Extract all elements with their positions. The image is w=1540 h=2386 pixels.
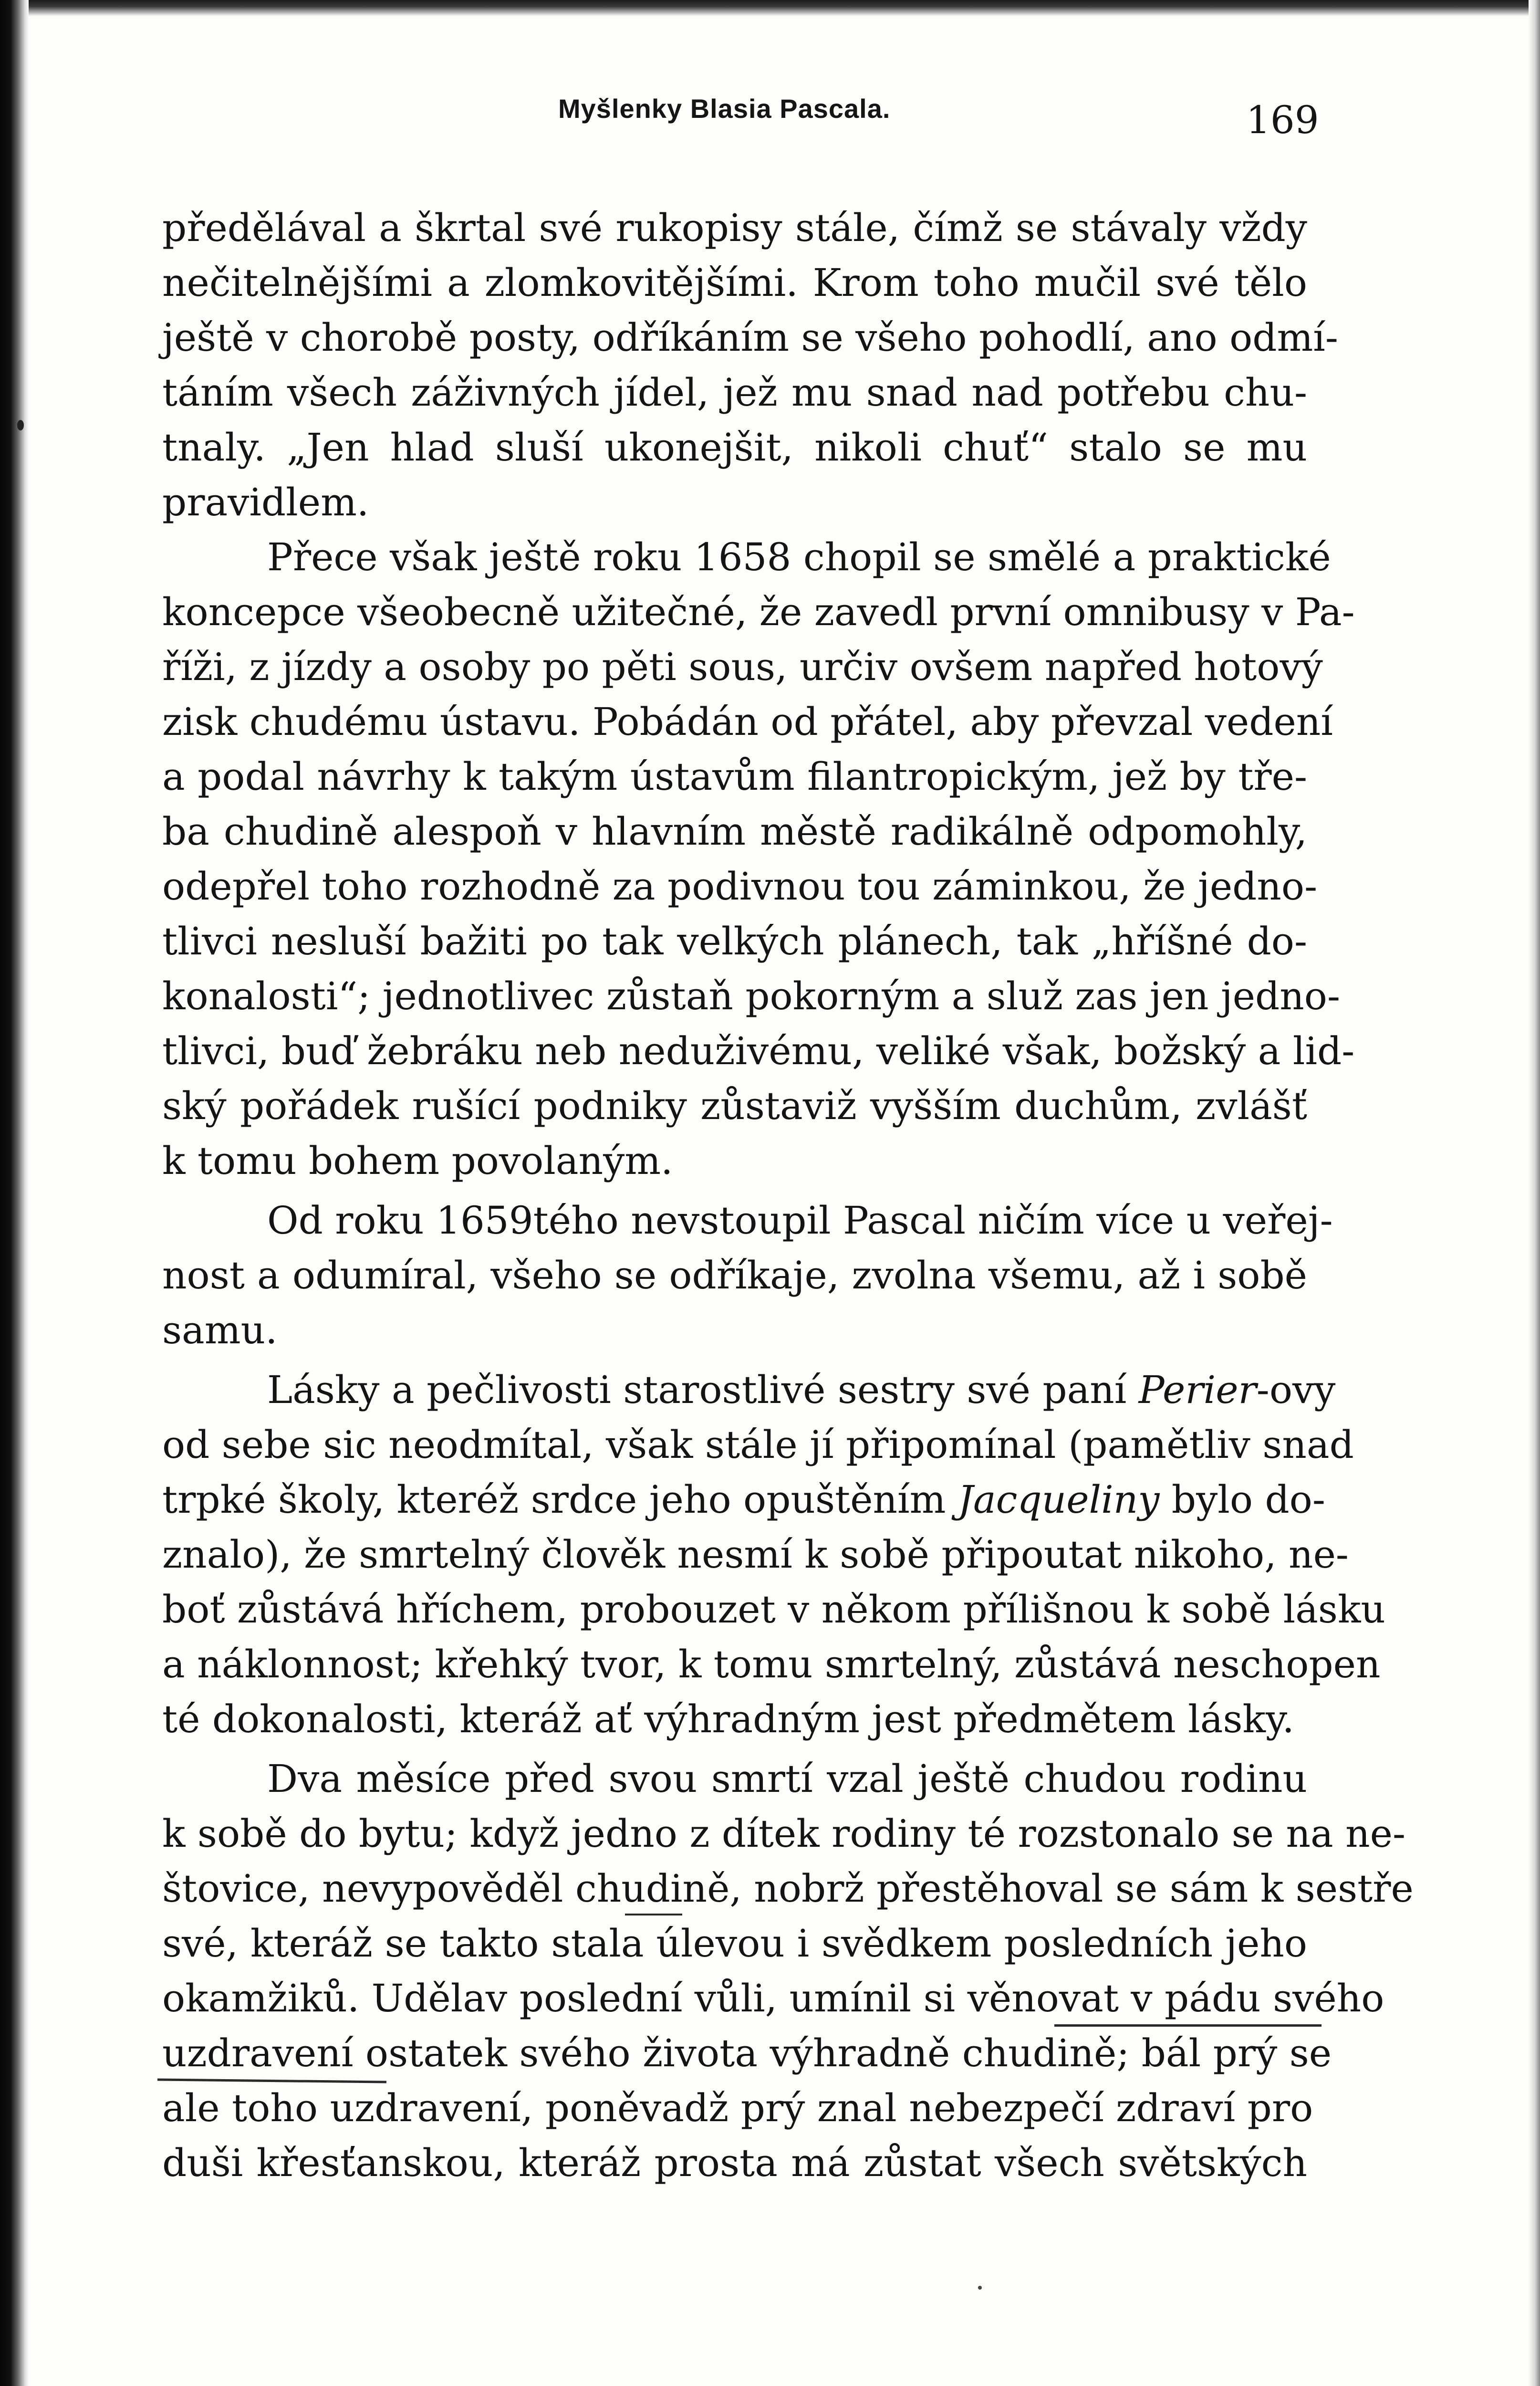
page-number: 169	[1246, 98, 1319, 142]
text-line: předělával a škrtal své rukopisy stále, čímž se stávaly vždy	[162, 206, 1307, 250]
text-run: bylo do-	[1159, 1477, 1325, 1522]
text-line: říži, z jízdy a osoby po pěti sous, určiv ovšem napřed hotový	[162, 645, 1323, 689]
italic-name: Perier	[1138, 1368, 1257, 1412]
text-line: ještě v chorobě posty, odříkáním se všeho pohodlí, ano odmí-	[162, 315, 1338, 360]
text-line: té dokonalosti, kteráž ať výhradným jest předmětem lásky.	[162, 1697, 1294, 1741]
scan-edge-left	[0, 0, 29, 2386]
text-line: nost a odumíral, všeho se odříkaje, zvolna všemu, až i sobě	[162, 1253, 1307, 1298]
text-line	[162, 1472, 1325, 1527]
scan-speck	[17, 420, 24, 430]
scan-edge-top	[0, 0, 1540, 16]
text-line: tnaly. „Jen hlad sluší ukonejšit, nikoli chuť“ stalo se mu	[162, 425, 1307, 470]
text-line: tlivci nesluší bažiti po tak velkých plánech, tak „hříšné do-	[162, 919, 1307, 963]
text-line: k sobě do bytu; když jedno z dítek rodiny té rozstonalo se na ne-	[162, 1811, 1406, 1856]
text-run: Lásky a pečlivosti starostlivé sestry své paní	[267, 1368, 1139, 1412]
running-header-title: Myšlenky Blasia Pascala.	[558, 94, 891, 124]
text-line: pravidlem.	[162, 480, 369, 524]
text-line: tlivci, buď žebráku neb neduživému, veliké však, božský a lid-	[162, 1029, 1355, 1073]
text-line: zisk chudému ústavu. Pobádán od přátel, aby převzal vedení	[162, 700, 1333, 744]
scan-edge-right	[1529, 0, 1540, 2386]
pencil-underline-mark	[625, 1914, 682, 1915]
paragraph-first-line: Dva měsíce před svou smrtí vzal ještě chudou rodinu	[267, 1757, 1307, 1801]
text-line: ský pořádek rušící podniky zůstaviž vyšším duchům, zvlášť	[162, 1084, 1307, 1128]
text-line: boť zůstává hříchem, probouzet v někom přílišnou k sobě lásku	[162, 1587, 1385, 1632]
scan-speck	[978, 2286, 982, 2290]
text-line: ale toho uzdravení, poněvadž prý znal nebezpečí zdraví pro	[162, 2086, 1313, 2130]
text-line: nečitelnějšími a zlomkovitějšími. Krom toho mučil své tělo	[162, 261, 1307, 305]
text-run: -ovy	[1256, 1368, 1336, 1412]
text-line: duši křesťanskou, kteráž prosta má zůstat všech světských	[162, 2141, 1307, 2185]
text-line: táním všech záživných jídel, jež mu snad nad potřebu chu-	[162, 370, 1307, 415]
text-line: štovice, nevypověděl chudině, nobrž přestěhoval se sám k sestře	[162, 1866, 1414, 1911]
pencil-underline-mark	[1054, 2024, 1321, 2027]
text-line: k tomu bohem povolaným.	[162, 1139, 673, 1183]
text-run: trpké školy, kteréž srdce jeho opuštěním	[162, 1477, 958, 1522]
text-line: okamžiků. Udělav poslední vůli, umínil si věnovat v pádu svého	[162, 1976, 1384, 2020]
italic-name: Jacqueliny	[957, 1477, 1160, 1522]
text-line: od sebe sic neodmítal, však stále jí připomínal (pamětliv snad	[162, 1423, 1354, 1467]
text-line: znalo), že smrtelný člověk nesmí k sobě připoutat nikoho, ne-	[162, 1532, 1349, 1577]
text-line: koncepce všeobecně užitečné, že zavedl první omnibusy v Pa-	[162, 590, 1355, 634]
text-line: a náklonnost; křehký tvor, k tomu smrtelný, zůstává neschopen	[162, 1642, 1381, 1686]
text-line: konalosti“; jednotlivec zůstaň pokorným a služ zas jen jedno-	[162, 974, 1340, 1018]
paragraph-first-line: Přece však ještě roku 1658 chopil se smělé a praktické	[267, 535, 1331, 579]
text-line: odepřel toho rozhodně za podivnou tou záminkou, že jedno-	[162, 864, 1318, 909]
text-line: uzdravení ostatek svého života výhradně chudině; bál prý se	[162, 2031, 1332, 2075]
text-line: a podal návrhy k takým ústavům filantropickým, jež by tře-	[162, 754, 1307, 799]
text-line: ba chudině alespoň v hlavním městě radikálně odpomohly,	[162, 809, 1307, 854]
paragraph-first-line: Od roku 1659tého nevstoupil Pascal ničím více u veřej-	[267, 1198, 1333, 1243]
text-line: své, kteráž se takto stala úlevou i svědkem posledních jeho	[162, 1921, 1307, 1966]
paragraph-first-line	[162, 1362, 1336, 1417]
text-line: samu.	[162, 1308, 278, 1352]
